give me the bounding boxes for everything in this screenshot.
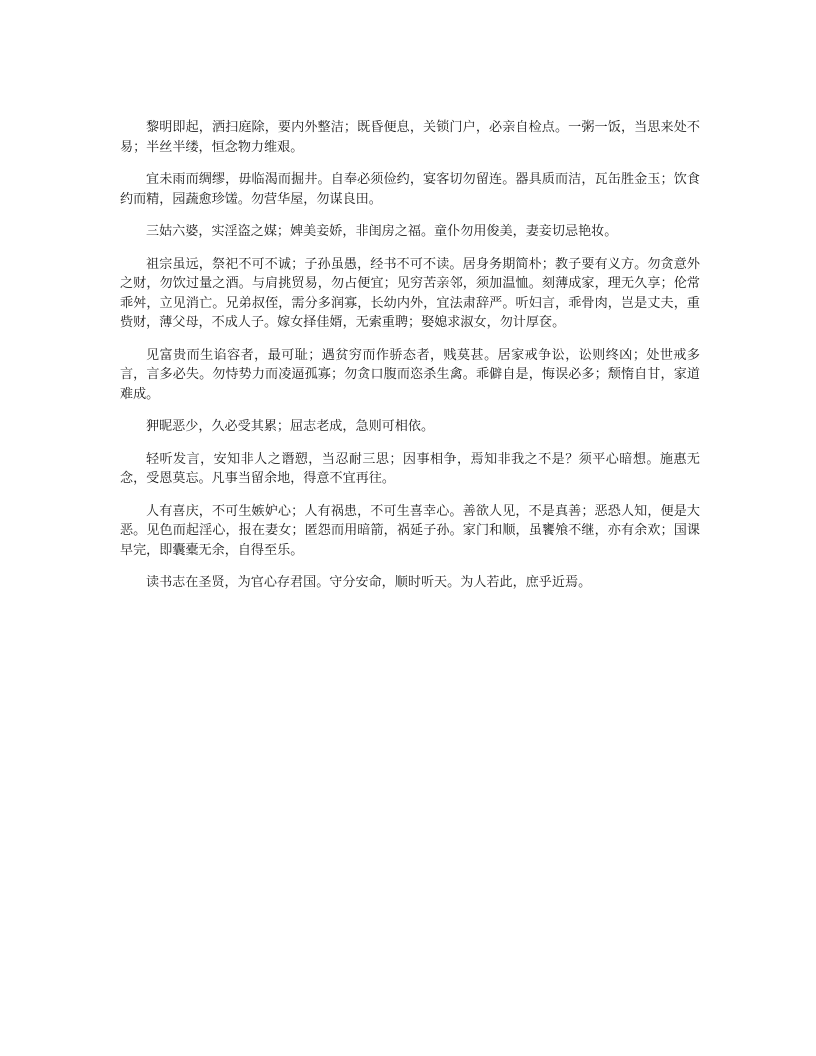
paragraph-2: 宜未雨而绸缪，毋临渴而掘井。自奉必须俭约，宴客切勿留连。器具质而洁，瓦缶胜金玉；饮食约而精，园蔬愈珍馐。勿营华屋，勿谋良田。: [120, 172, 700, 207]
paragraph-1: 黎明即起，洒扫庭除，要内外整洁；既昏便息，关锁门户，必亲自检点。一粥一饭，当思来处不易；半丝半缕，恒念物力维艰。: [120, 120, 700, 155]
document-text-body: [120, 118, 700, 593]
paragraph-4: 祖宗虽远，祭祀不可不诚；子孙虽愚，经书不可不读。居身务期简朴；教子要有义方。勿贪意外之财，勿饮过量之酒。与肩挑贸易，勿占便宜；见穷苦亲邻，须加温恤。刻薄成家，理无久享；伦常乖舛，立见消亡。兄弟叔侄，需分多润寡，长幼内外，宜法肃辞严。听妇言，乖骨肉，岂是丈夫，重赀财，薄父母，不成人子。嫁女择佳婿，无索重聘；娶媳求淑女，勿计厚奁。: [120, 256, 700, 330]
paragraph-8: 人有喜庆，不可生嫉妒心；人有祸患，不可生喜幸心。善欲人见，不是真善；恶恐人知，便是大恶。见色而起淫心，报在妻女；匿怨而用暗箭，祸延子孙。家门和顺，虽饔飧不继，亦有余欢；国课早完，即囊橐无余，自得至乐。: [120, 503, 700, 558]
paragraph-7: 轻听发言，安知非人之谮愬，当忍耐三思；因事相争，焉知非我之不是？须平心暗想。施惠无念，受恩莫忘。凡事当留余地，得意不宜再往。: [120, 451, 700, 486]
paragraph-6: 狎昵恶少，久必受其累；屈志老成，急则可相依。: [146, 419, 435, 434]
paragraph-5: 见富贵而生谄容者，最可耻；遇贫穷而作骄态者，贱莫甚。居家戒争讼，讼则终凶；处世戒多言，言多必失。勿恃势力而凌逼孤寡；勿贪口腹而恣杀生禽。乖僻自是，悔误必多；颓惰自甘，家道难成。: [120, 347, 700, 402]
paragraph-3: 三姑六婆，实淫盗之媒；婢美妾娇，非闺房之福。童仆勿用俊美，妻妾切忌艳妆。: [146, 224, 618, 239]
paragraph-9: 读书志在圣贤，为官心存君国。守分安命，顺时听天。为人若此，庶乎近焉。: [146, 575, 592, 590]
